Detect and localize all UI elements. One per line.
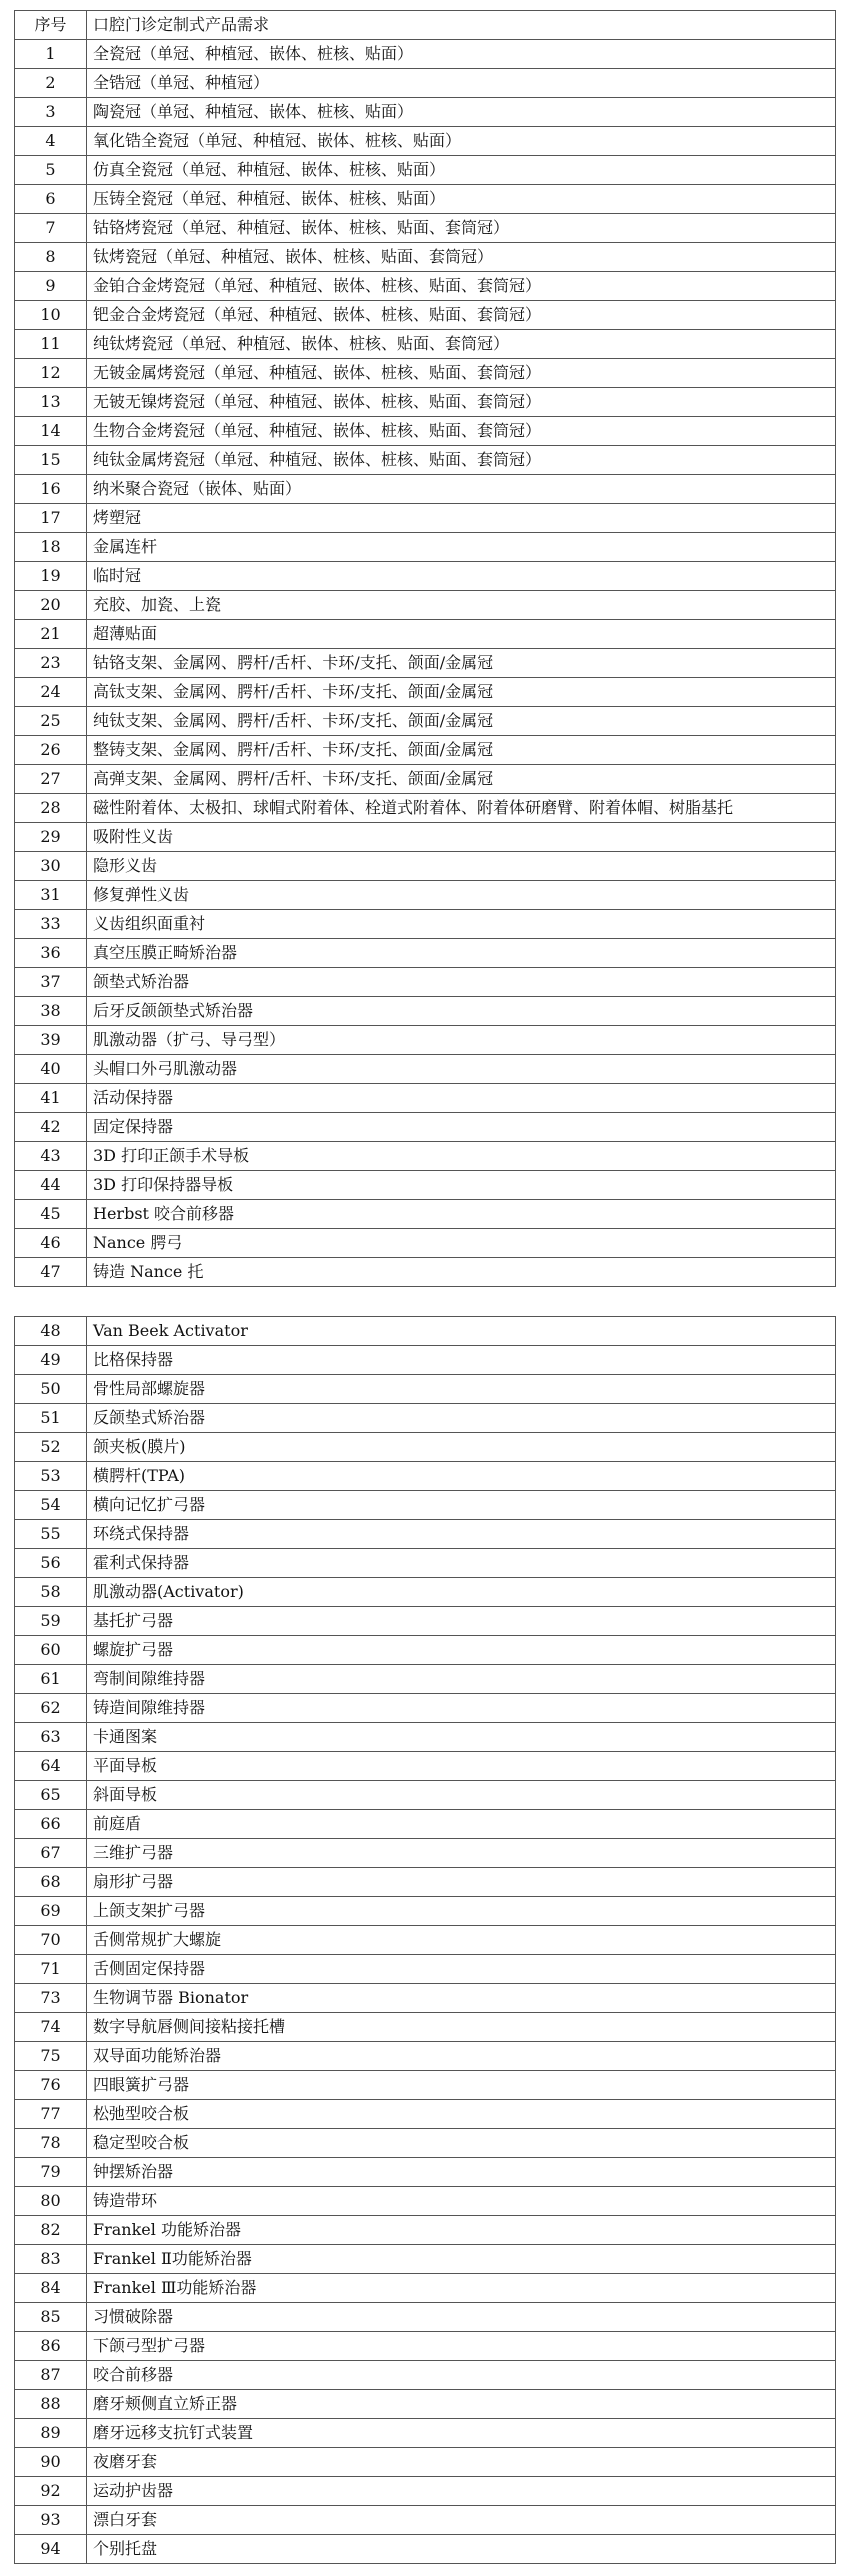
row-serial-number: 69 xyxy=(15,1897,87,1926)
row-product-name: 吸附性义齿 xyxy=(87,823,836,852)
row-product-name: 氧化锆全瓷冠（单冠、种植冠、嵌体、桩核、贴面） xyxy=(87,127,836,156)
row-product-name: 生物合金烤瓷冠（单冠、种植冠、嵌体、桩核、贴面、套筒冠） xyxy=(87,417,836,446)
row-serial-number: 26 xyxy=(15,736,87,765)
row-serial-number: 56 xyxy=(15,1549,87,1578)
row-product-name: 整铸支架、金属网、腭杆/舌杆、卡环/支托、颌面/金属冠 xyxy=(87,736,836,765)
row-product-name: 无铍无镍烤瓷冠（单冠、种植冠、嵌体、桩核、贴面、套筒冠） xyxy=(87,388,836,417)
row-serial-number: 27 xyxy=(15,765,87,794)
row-serial-number: 20 xyxy=(15,591,87,620)
row-serial-number: 11 xyxy=(15,330,87,359)
row-product-name: 颌夹板(膜片) xyxy=(87,1433,836,1462)
row-serial-number: 15 xyxy=(15,446,87,475)
row-product-name: 全锆冠（单冠、种植冠） xyxy=(87,69,836,98)
table-row xyxy=(15,127,836,156)
row-product-name: 前庭盾 xyxy=(87,1810,836,1839)
row-serial-number: 59 xyxy=(15,1607,87,1636)
table-row xyxy=(15,1723,836,1752)
table-row xyxy=(15,1491,836,1520)
row-product-name: 全瓷冠（单冠、种植冠、嵌体、桩核、贴面） xyxy=(87,40,836,69)
row-product-name: 基托扩弓器 xyxy=(87,1607,836,1636)
table-row xyxy=(15,1549,836,1578)
row-serial-number: 25 xyxy=(15,707,87,736)
row-product-name: 肌激动器(Activator) xyxy=(87,1578,836,1607)
table-row xyxy=(15,2042,836,2071)
table-row xyxy=(15,2245,836,2274)
row-serial-number: 4 xyxy=(15,127,87,156)
row-product-name: 头帽口外弓肌激动器 xyxy=(87,1055,836,1084)
row-product-name: 三维扩弓器 xyxy=(87,1839,836,1868)
row-product-name: 横向记忆扩弓器 xyxy=(87,1491,836,1520)
table-row xyxy=(15,1926,836,1955)
row-product-name: 磨牙远移支抗钉式装置 xyxy=(87,2419,836,2448)
table-row xyxy=(15,272,836,301)
row-serial-number: 12 xyxy=(15,359,87,388)
row-serial-number: 38 xyxy=(15,997,87,1026)
row-serial-number: 67 xyxy=(15,1839,87,1868)
row-serial-number: 7 xyxy=(15,214,87,243)
table-row xyxy=(15,1520,836,1549)
row-product-name: 反颌垫式矫治器 xyxy=(87,1404,836,1433)
row-product-name: 螺旋扩弓器 xyxy=(87,1636,836,1665)
table-row xyxy=(15,649,836,678)
table-row xyxy=(15,98,836,127)
row-product-name: 3D 打印正颌手术导板 xyxy=(87,1142,836,1171)
row-serial-number: 90 xyxy=(15,2448,87,2477)
row-serial-number: 93 xyxy=(15,2506,87,2535)
row-serial-number: 47 xyxy=(15,1258,87,1287)
row-serial-number: 76 xyxy=(15,2071,87,2100)
row-serial-number: 52 xyxy=(15,1433,87,1462)
row-product-name: 纯钛金属烤瓷冠（单冠、种植冠、嵌体、桩核、贴面、套筒冠） xyxy=(87,446,836,475)
row-product-name: 铸造间隙维持器 xyxy=(87,1694,836,1723)
table-row xyxy=(15,1258,836,1287)
row-product-name: Frankel Ⅲ功能矫治器 xyxy=(87,2274,836,2303)
row-product-name: 个别托盘 xyxy=(87,2535,836,2564)
row-serial-number: 53 xyxy=(15,1462,87,1491)
table-row xyxy=(15,2477,836,2506)
row-product-name: 铸造 Nance 托 xyxy=(87,1258,836,1287)
row-serial-number: 77 xyxy=(15,2100,87,2129)
table-row xyxy=(15,1171,836,1200)
table-row xyxy=(15,881,836,910)
table-row xyxy=(15,2129,836,2158)
table-row xyxy=(15,794,836,823)
table-row xyxy=(15,504,836,533)
row-serial-number: 64 xyxy=(15,1752,87,1781)
row-product-name: 固定保持器 xyxy=(87,1113,836,1142)
row-product-name: 斜面导板 xyxy=(87,1781,836,1810)
row-serial-number: 43 xyxy=(15,1142,87,1171)
row-product-name: 钴铬支架、金属网、腭杆/舌杆、卡环/支托、颌面/金属冠 xyxy=(87,649,836,678)
row-serial-number: 28 xyxy=(15,794,87,823)
row-product-name: 纳米聚合瓷冠（嵌体、贴面） xyxy=(87,475,836,504)
row-product-name: Van Beek Activator xyxy=(87,1317,836,1346)
row-product-name: 扇形扩弓器 xyxy=(87,1868,836,1897)
row-product-name: 纯钛烤瓷冠（单冠、种植冠、嵌体、桩核、贴面、套筒冠） xyxy=(87,330,836,359)
table-row xyxy=(15,1433,836,1462)
row-serial-number: 82 xyxy=(15,2216,87,2245)
table-row xyxy=(15,1026,836,1055)
table-row xyxy=(15,910,836,939)
table-row xyxy=(15,1694,836,1723)
row-product-name: 下颌弓型扩弓器 xyxy=(87,2332,836,2361)
table-row xyxy=(15,1839,836,1868)
row-product-name: 金铂合金烤瓷冠（单冠、种植冠、嵌体、桩核、贴面、套筒冠） xyxy=(87,272,836,301)
row-product-name: 习惯破除器 xyxy=(87,2303,836,2332)
table-header-row xyxy=(15,11,836,40)
table-row xyxy=(15,214,836,243)
table-row xyxy=(15,1317,836,1346)
row-serial-number: 74 xyxy=(15,2013,87,2042)
row-product-name: 磨牙颊侧直立矫正器 xyxy=(87,2390,836,2419)
row-serial-number: 13 xyxy=(15,388,87,417)
row-product-name: 运动护齿器 xyxy=(87,2477,836,2506)
row-serial-number: 8 xyxy=(15,243,87,272)
table-row xyxy=(15,2071,836,2100)
row-serial-number: 16 xyxy=(15,475,87,504)
row-product-name: Herbst 咬合前移器 xyxy=(87,1200,836,1229)
row-product-name: 铸造带环 xyxy=(87,2187,836,2216)
row-serial-number: 40 xyxy=(15,1055,87,1084)
table-row xyxy=(15,40,836,69)
table-row xyxy=(15,301,836,330)
row-serial-number: 50 xyxy=(15,1375,87,1404)
table-row xyxy=(15,69,836,98)
row-serial-number: 54 xyxy=(15,1491,87,1520)
row-serial-number: 94 xyxy=(15,2535,87,2564)
table-row xyxy=(15,1868,836,1897)
table-row xyxy=(15,533,836,562)
row-serial-number: 46 xyxy=(15,1229,87,1258)
row-product-name: 骨性局部螺旋器 xyxy=(87,1375,836,1404)
row-serial-number: 92 xyxy=(15,2477,87,2506)
row-product-name: 高钛支架、金属网、腭杆/舌杆、卡环/支托、颌面/金属冠 xyxy=(87,678,836,707)
table-row xyxy=(15,1607,836,1636)
row-product-name: 钛烤瓷冠（单冠、种植冠、嵌体、桩核、贴面、套筒冠） xyxy=(87,243,836,272)
table-row xyxy=(15,1229,836,1258)
table-row xyxy=(15,1462,836,1491)
table-row xyxy=(15,417,836,446)
row-product-name: 比格保持器 xyxy=(87,1346,836,1375)
table-row xyxy=(15,1084,836,1113)
product-table-part-2 xyxy=(14,1316,836,2564)
table-row xyxy=(15,707,836,736)
table-row xyxy=(15,2332,836,2361)
row-serial-number: 17 xyxy=(15,504,87,533)
row-serial-number: 87 xyxy=(15,2361,87,2390)
row-serial-number: 68 xyxy=(15,1868,87,1897)
row-serial-number: 21 xyxy=(15,620,87,649)
table-row xyxy=(15,1578,836,1607)
row-product-name: 生物调节器 Bionator xyxy=(87,1984,836,2013)
table-row xyxy=(15,2100,836,2129)
table-row xyxy=(15,330,836,359)
row-product-name: 霍利式保持器 xyxy=(87,1549,836,1578)
row-product-name: 四眼簧扩弓器 xyxy=(87,2071,836,2100)
table-row xyxy=(15,591,836,620)
row-product-name: 数字导航唇侧间接粘接托槽 xyxy=(87,2013,836,2042)
row-serial-number: 23 xyxy=(15,649,87,678)
row-product-name: 平面导板 xyxy=(87,1752,836,1781)
row-product-name: 钯金合金烤瓷冠（单冠、种植冠、嵌体、桩核、贴面、套筒冠） xyxy=(87,301,836,330)
row-serial-number: 42 xyxy=(15,1113,87,1142)
table-row xyxy=(15,2419,836,2448)
table-row xyxy=(15,388,836,417)
row-serial-number: 1 xyxy=(15,40,87,69)
table-row xyxy=(15,852,836,881)
table-row xyxy=(15,1984,836,2013)
table-row xyxy=(15,1404,836,1433)
table-row xyxy=(15,156,836,185)
row-product-name: 舌侧常规扩大螺旋 xyxy=(87,1926,836,1955)
table-row xyxy=(15,2448,836,2477)
row-product-name: Frankel 功能矫治器 xyxy=(87,2216,836,2245)
row-serial-number: 60 xyxy=(15,1636,87,1665)
row-product-name: 陶瓷冠（单冠、种植冠、嵌体、桩核、贴面） xyxy=(87,98,836,127)
table-row xyxy=(15,1781,836,1810)
row-serial-number: 2 xyxy=(15,69,87,98)
row-product-name: 夜磨牙套 xyxy=(87,2448,836,2477)
row-product-name: 后牙反颌颌垫式矫治器 xyxy=(87,997,836,1026)
row-product-name: 横腭杆(TPA) xyxy=(87,1462,836,1491)
row-product-name: 漂白牙套 xyxy=(87,2506,836,2535)
table-row xyxy=(15,1665,836,1694)
row-product-name: 真空压膜正畸矫治器 xyxy=(87,939,836,968)
row-product-name: 压铸全瓷冠（单冠、种植冠、嵌体、桩核、贴面） xyxy=(87,185,836,214)
row-product-name: 3D 打印保持器导板 xyxy=(87,1171,836,1200)
table-row xyxy=(15,243,836,272)
header-product-demand: 口腔门诊定制式产品需求 xyxy=(87,11,836,40)
table-row xyxy=(15,1113,836,1142)
row-product-name: 稳定型咬合板 xyxy=(87,2129,836,2158)
table-row xyxy=(15,823,836,852)
row-serial-number: 62 xyxy=(15,1694,87,1723)
row-serial-number: 75 xyxy=(15,2042,87,2071)
table-row xyxy=(15,2216,836,2245)
row-serial-number: 33 xyxy=(15,910,87,939)
row-serial-number: 48 xyxy=(15,1317,87,1346)
row-serial-number: 63 xyxy=(15,1723,87,1752)
row-serial-number: 79 xyxy=(15,2158,87,2187)
row-serial-number: 3 xyxy=(15,98,87,127)
row-product-name: 咬合前移器 xyxy=(87,2361,836,2390)
row-serial-number: 83 xyxy=(15,2245,87,2274)
row-serial-number: 6 xyxy=(15,185,87,214)
table-body-part-2 xyxy=(15,1317,836,2564)
row-serial-number: 24 xyxy=(15,678,87,707)
row-serial-number: 88 xyxy=(15,2390,87,2419)
table-row xyxy=(15,1810,836,1839)
table-row xyxy=(15,475,836,504)
table-body-part-1 xyxy=(15,40,836,1287)
table-row xyxy=(15,1055,836,1084)
table-row xyxy=(15,1955,836,1984)
table-row xyxy=(15,1636,836,1665)
row-serial-number: 80 xyxy=(15,2187,87,2216)
row-serial-number: 65 xyxy=(15,1781,87,1810)
row-product-name: 双导面功能矫治器 xyxy=(87,2042,836,2071)
product-table-part-1 xyxy=(14,10,836,1287)
table-row xyxy=(15,620,836,649)
table-row xyxy=(15,359,836,388)
row-serial-number: 39 xyxy=(15,1026,87,1055)
row-serial-number: 86 xyxy=(15,2332,87,2361)
table-row xyxy=(15,562,836,591)
row-product-name: 仿真全瓷冠（单冠、种植冠、嵌体、桩核、贴面） xyxy=(87,156,836,185)
row-product-name: Nance 腭弓 xyxy=(87,1229,836,1258)
row-product-name: 超薄贴面 xyxy=(87,620,836,649)
table-row xyxy=(15,2158,836,2187)
table-row xyxy=(15,1142,836,1171)
row-product-name: 松弛型咬合板 xyxy=(87,2100,836,2129)
row-serial-number: 85 xyxy=(15,2303,87,2332)
row-product-name: 弯制间隙维持器 xyxy=(87,1665,836,1694)
row-serial-number: 84 xyxy=(15,2274,87,2303)
table-row xyxy=(15,2390,836,2419)
row-product-name: 磁性附着体、太极扣、球帽式附着体、栓道式附着体、附着体研磨臂、附着体帽、树脂基托 xyxy=(87,794,836,823)
table-row xyxy=(15,2013,836,2042)
table-row xyxy=(15,997,836,1026)
table-row xyxy=(15,1346,836,1375)
row-product-name: 卡通图案 xyxy=(87,1723,836,1752)
table-row xyxy=(15,2187,836,2216)
row-serial-number: 31 xyxy=(15,881,87,910)
row-serial-number: 71 xyxy=(15,1955,87,1984)
row-serial-number: 73 xyxy=(15,1984,87,2013)
row-serial-number: 5 xyxy=(15,156,87,185)
row-serial-number: 55 xyxy=(15,1520,87,1549)
row-product-name: 隐形义齿 xyxy=(87,852,836,881)
row-product-name: 纯钛支架、金属网、腭杆/舌杆、卡环/支托、颌面/金属冠 xyxy=(87,707,836,736)
row-serial-number: 78 xyxy=(15,2129,87,2158)
row-product-name: 环绕式保持器 xyxy=(87,1520,836,1549)
row-product-name: 无铍金属烤瓷冠（单冠、种植冠、嵌体、桩核、贴面、套筒冠） xyxy=(87,359,836,388)
row-serial-number: 70 xyxy=(15,1926,87,1955)
table-row xyxy=(15,2361,836,2390)
table-row xyxy=(15,2506,836,2535)
row-serial-number: 36 xyxy=(15,939,87,968)
table-row xyxy=(15,1200,836,1229)
table-row xyxy=(15,1375,836,1404)
row-serial-number: 37 xyxy=(15,968,87,997)
row-product-name: 钟摆矫治器 xyxy=(87,2158,836,2187)
row-serial-number: 41 xyxy=(15,1084,87,1113)
row-product-name: 烤塑冠 xyxy=(87,504,836,533)
row-serial-number: 44 xyxy=(15,1171,87,1200)
table-row xyxy=(15,736,836,765)
table-row xyxy=(15,185,836,214)
row-product-name: 临时冠 xyxy=(87,562,836,591)
row-product-name: 肌激动器（扩弓、导弓型） xyxy=(87,1026,836,1055)
table-row xyxy=(15,678,836,707)
row-serial-number: 45 xyxy=(15,1200,87,1229)
row-serial-number: 89 xyxy=(15,2419,87,2448)
table-row xyxy=(15,968,836,997)
row-product-name: 充胶、加瓷、上瓷 xyxy=(87,591,836,620)
row-product-name: 上颌支架扩弓器 xyxy=(87,1897,836,1926)
row-product-name: 高弹支架、金属网、腭杆/舌杆、卡环/支托、颌面/金属冠 xyxy=(87,765,836,794)
row-product-name: Frankel Ⅱ功能矫治器 xyxy=(87,2245,836,2274)
row-serial-number: 18 xyxy=(15,533,87,562)
row-product-name: 活动保持器 xyxy=(87,1084,836,1113)
table-row xyxy=(15,765,836,794)
row-serial-number: 10 xyxy=(15,301,87,330)
row-product-name: 义齿组织面重衬 xyxy=(87,910,836,939)
row-serial-number: 14 xyxy=(15,417,87,446)
row-serial-number: 58 xyxy=(15,1578,87,1607)
row-product-name: 金属连杆 xyxy=(87,533,836,562)
table-row xyxy=(15,2535,836,2564)
row-serial-number: 66 xyxy=(15,1810,87,1839)
table-row xyxy=(15,939,836,968)
row-serial-number: 30 xyxy=(15,852,87,881)
table-row xyxy=(15,2303,836,2332)
row-product-name: 钴铬烤瓷冠（单冠、种植冠、嵌体、桩核、贴面、套筒冠） xyxy=(87,214,836,243)
row-serial-number: 49 xyxy=(15,1346,87,1375)
table-row xyxy=(15,2274,836,2303)
table-row xyxy=(15,1897,836,1926)
row-serial-number: 51 xyxy=(15,1404,87,1433)
row-serial-number: 29 xyxy=(15,823,87,852)
table-row xyxy=(15,446,836,475)
row-product-name: 颌垫式矫治器 xyxy=(87,968,836,997)
table-row xyxy=(15,1752,836,1781)
row-product-name: 修复弹性义齿 xyxy=(87,881,836,910)
row-serial-number: 61 xyxy=(15,1665,87,1694)
header-serial-number: 序号 xyxy=(15,11,87,40)
row-product-name: 舌侧固定保持器 xyxy=(87,1955,836,1984)
row-serial-number: 19 xyxy=(15,562,87,591)
row-serial-number: 9 xyxy=(15,272,87,301)
